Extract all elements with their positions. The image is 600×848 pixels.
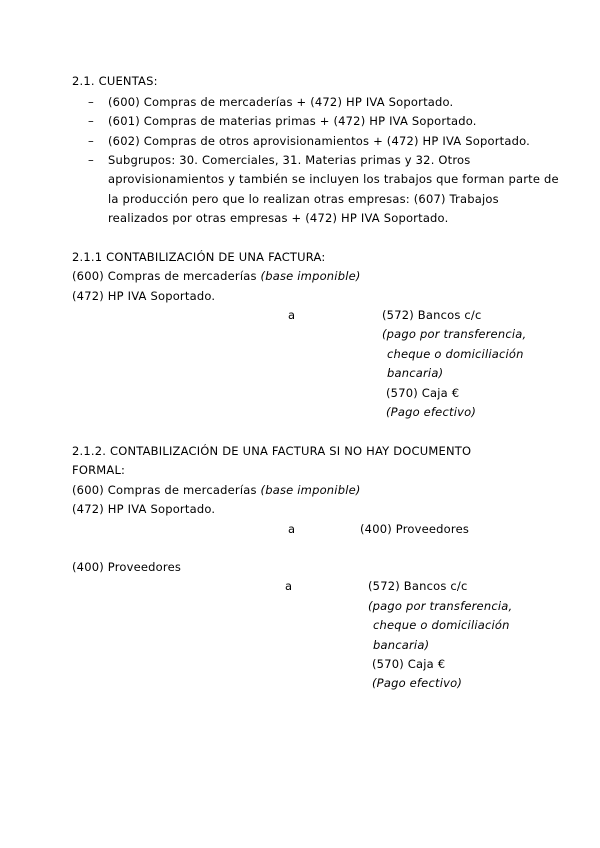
journal-credit-570: (570) Caja € bbox=[386, 386, 460, 400]
list-item-600: (600) Compras de mercaderías + (472) HP IVA Soportado. bbox=[108, 95, 454, 109]
journal-a: a bbox=[288, 308, 296, 322]
journal-credit-400: (400) Proveedores bbox=[360, 522, 470, 536]
journal-credit-572: (572) Bancos c/c bbox=[368, 579, 468, 593]
journal-debit-600 bbox=[72, 483, 361, 497]
journal-debit-472: (472) HP IVA Soportado. bbox=[72, 502, 216, 516]
journal-debit-400: (400) Proveedores bbox=[72, 560, 182, 574]
account-label: (600) Compras de mercaderías bbox=[72, 269, 261, 283]
account-label: (600) Compras de mercaderías bbox=[72, 483, 261, 497]
journal-credit-570: (570) Caja € bbox=[372, 657, 446, 671]
section-212-heading-line-1: 2.1.2. CONTABILIZACIÓN DE UNA FACTURA SI NO HAY DOCUMENTO bbox=[72, 444, 472, 458]
list-item-602: (602) Compras de otros aprovisionamientos + (472) HP IVA Soportado. bbox=[108, 134, 530, 148]
list-dash: – bbox=[88, 114, 94, 128]
list-item-subgroups-line-4: realizados por otras empresas + (472) HP IVA Soportado. bbox=[108, 211, 449, 225]
journal-debit-600 bbox=[72, 269, 361, 283]
section-212-heading-line-2: FORMAL: bbox=[72, 463, 126, 477]
section-21-heading: 2.1. CUENTAS: bbox=[72, 74, 158, 88]
list-dash: – bbox=[88, 153, 94, 167]
credit-note-line-3: bancaria) bbox=[387, 366, 444, 380]
journal-a: a bbox=[285, 579, 293, 593]
list-item-subgroups-line-1: Subgrupos: 30. Comerciales, 31. Materias primas y 32. Otros bbox=[108, 153, 471, 167]
credit-note-line-3: bancaria) bbox=[373, 638, 430, 652]
account-note: (base imponible) bbox=[260, 269, 361, 283]
list-item-601: (601) Compras de materias primas + (472) HP IVA Soportado. bbox=[108, 114, 477, 128]
journal-credit-572: (572) Bancos c/c bbox=[382, 308, 482, 322]
credit-cash-note: (Pago efectivo) bbox=[386, 405, 477, 419]
list-item-subgroups-line-2: aprovisionamientos y también se incluyen los trabajos que forman parte de bbox=[108, 172, 559, 186]
list-item-subgroups-line-3: la producción pero que lo realizan otras empresas: (607) Trabajos bbox=[108, 192, 499, 206]
list-dash: – bbox=[88, 95, 94, 109]
section-211-heading: 2.1.1 CONTABILIZACIÓN DE UNA FACTURA: bbox=[72, 250, 326, 264]
journal-debit-472: (472) HP IVA Soportado. bbox=[72, 289, 216, 303]
account-note: (base imponible) bbox=[260, 483, 361, 497]
credit-note-line-2: cheque o domiciliación bbox=[387, 347, 524, 361]
list-dash: – bbox=[88, 134, 94, 148]
credit-note-line-1: (pago por transferencia, bbox=[382, 327, 527, 341]
credit-note-line-2: cheque o domiciliación bbox=[373, 618, 510, 632]
credit-cash-note: (Pago efectivo) bbox=[372, 676, 463, 690]
journal-a: a bbox=[288, 522, 296, 536]
credit-note-line-1: (pago por transferencia, bbox=[368, 599, 513, 613]
